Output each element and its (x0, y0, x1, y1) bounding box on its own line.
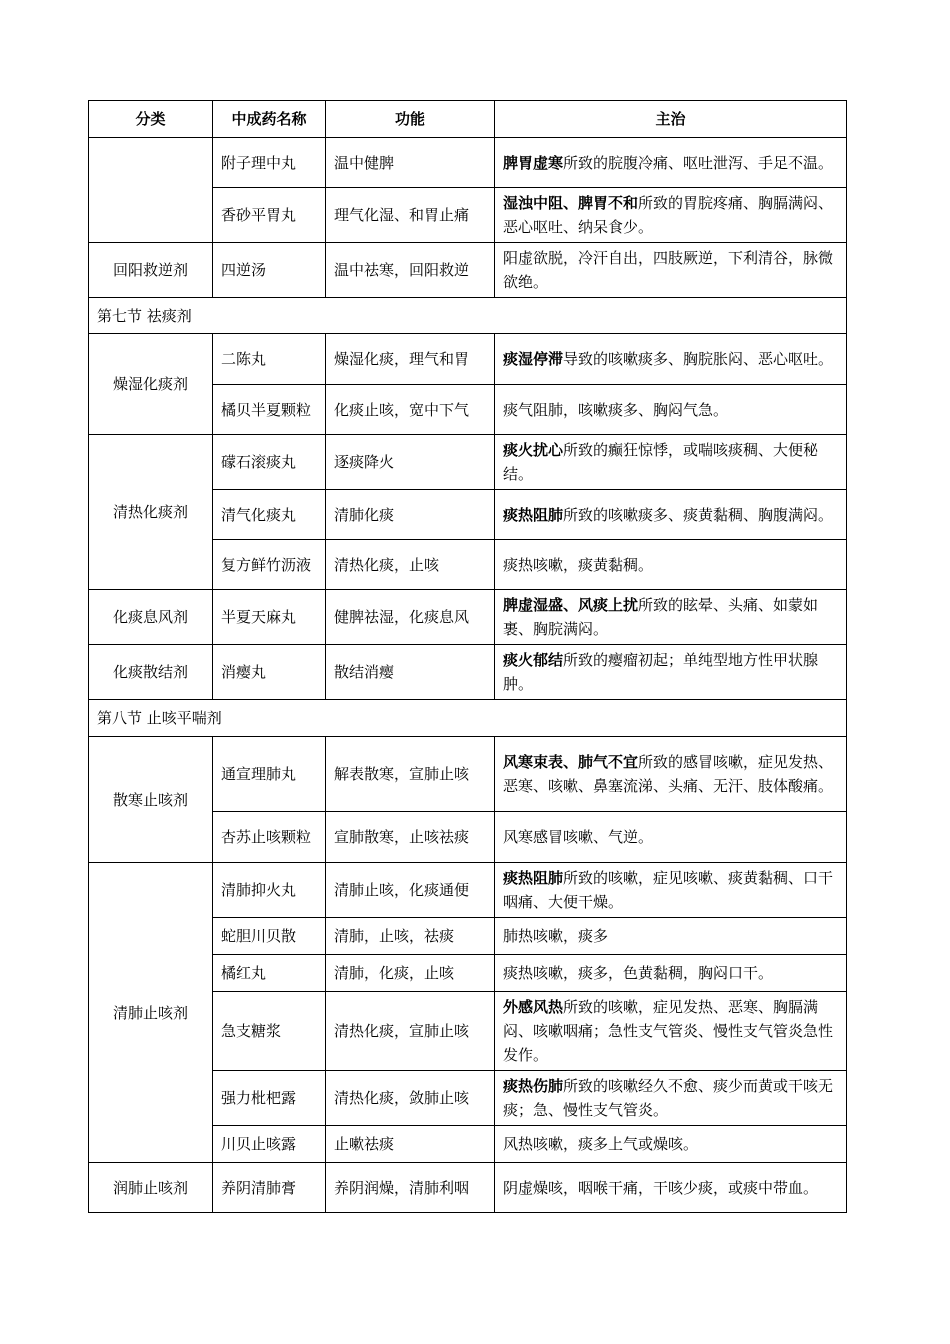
medicine-name-cell: 复方鲜竹沥液 (213, 540, 326, 590)
indication-text: 所致的瘿瘤初起；单纯型地方性甲状腺肿。 (503, 651, 819, 693)
category-cell: 燥湿化痰剂 (89, 334, 213, 435)
function-cell: 清热化痰，止咳 (326, 540, 495, 590)
indication-text: 风热咳嗽，痰多上气或燥咳。 (503, 1135, 699, 1153)
category-cell: 润肺止咳剂 (89, 1163, 213, 1213)
indication-cell (495, 1163, 847, 1213)
category-cell: 清热化痰剂 (89, 435, 213, 590)
header-category: 分类 (89, 101, 213, 138)
medicine-name-cell: 清气化痰丸 (213, 490, 326, 540)
function-cell: 解表散寒，宣肺止咳 (326, 737, 495, 812)
indication-cell (495, 645, 847, 700)
indication-cell (495, 863, 847, 918)
function-cell: 清肺止咳，化痰通便 (326, 863, 495, 918)
function-cell: 健脾祛湿，化痰息风 (326, 590, 495, 645)
indication-text: 所致的眩晕、头痛、如蒙如裹、胸脘满闷。 (503, 596, 819, 638)
medicine-name-cell: 通宣理肺丸 (213, 737, 326, 812)
indication-text: 所致的癫狂惊悸，或喘咳痰稠、大便秘结。 (503, 441, 819, 483)
indication-key-term: 脾虚湿盛、风痰上扰 (503, 596, 639, 614)
indication-text: 痰热咳嗽，痰黄黏稠。 (503, 555, 654, 574)
indication-text: 肺热咳嗽，痰多 (503, 927, 609, 945)
indication-cell (495, 812, 847, 863)
medicine-name-cell: 香砂平胃丸 (213, 188, 326, 243)
indication-key-term: 外感风热 (503, 998, 564, 1016)
function-cell: 燥湿化痰，理气和胃 (326, 334, 495, 385)
indication-text: 所致的咳嗽，症见发热、恶寒、胸膈满闷、咳嗽咽痛；急性支气管炎、慢性支气管炎急性发作。 (503, 998, 834, 1064)
section-row (89, 298, 847, 334)
indication-cell (495, 334, 847, 385)
medicine-name-cell: 川贝止咳露 (213, 1126, 326, 1163)
indication-cell (495, 138, 847, 188)
section-title: 第七节 祛痰剂 (89, 298, 847, 334)
medicine-name-cell: 蛇胆川贝散 (213, 918, 326, 955)
indication-key-term: 痰火郁结 (503, 651, 564, 669)
indication-text: 风寒感冒咳嗽、气逆。 (503, 828, 654, 846)
function-cell: 清热化痰，敛肺止咳 (326, 1071, 495, 1126)
indication-cell (495, 243, 847, 298)
table-row (89, 737, 847, 812)
table-row (89, 334, 847, 385)
table-body (89, 138, 847, 1213)
medicine-name-cell: 养阴清肺膏 (213, 1163, 326, 1213)
medicine-name-cell: 半夏天麻丸 (213, 590, 326, 645)
indication-text: 痰热咳嗽，痰多，色黄黏稠，胸闷口干。 (503, 964, 774, 982)
function-cell: 宣肺散寒，止咳祛痰 (326, 812, 495, 863)
indication-text: 痰气阻肺，咳嗽痰多、胸闷气急。 (503, 400, 729, 419)
indication-key-term: 痰热阻肺 (503, 869, 564, 887)
function-cell: 化痰止咳，宽中下气 (326, 385, 495, 435)
category-cell: 清肺止咳剂 (89, 863, 213, 1163)
indication-key-term: 痰热伤肺 (503, 1077, 564, 1095)
function-cell: 温中祛寒，回阳救逆 (326, 243, 495, 298)
prescription-table (88, 100, 847, 1213)
function-cell: 清肺，止咳，祛痰 (326, 918, 495, 955)
indication-key-term: 风寒束表、肺气不宜 (503, 753, 639, 771)
table-row (89, 243, 847, 298)
medicine-name-cell: 急支糖浆 (213, 992, 326, 1071)
indication-text: 导致的咳嗽痰多、胸脘胀闷、恶心呕吐。 (563, 350, 834, 368)
medicine-name-cell: 二陈丸 (213, 334, 326, 385)
function-cell: 温中健脾 (326, 138, 495, 188)
indication-key-term: 湿浊中阻、脾胃不和 (503, 194, 639, 212)
indication-text: 阴虚燥咳，咽喉干痛，干咳少痰，或痰中带血。 (503, 1178, 819, 1197)
indication-text: 所致的咳嗽经久不愈、痰少而黄或干咳无痰；急、慢性支气管炎。 (503, 1077, 834, 1119)
indication-cell (495, 992, 847, 1071)
medicine-name-cell: 橘红丸 (213, 955, 326, 992)
indication-cell (495, 1071, 847, 1126)
indication-text: 所致的胃脘疼痛、胸膈满闷、恶心呕吐、纳呆食少。 (503, 194, 834, 236)
indication-cell (495, 188, 847, 243)
table-header-row (89, 101, 847, 138)
indication-key-term: 痰热阻肺 (503, 505, 564, 524)
indication-key-term: 脾胃虚寒 (503, 153, 564, 172)
medicine-name-cell: 清肺抑火丸 (213, 863, 326, 918)
medicine-name-cell: 强力枇杷露 (213, 1071, 326, 1126)
category-cell: 化痰息风剂 (89, 590, 213, 645)
indication-cell (495, 385, 847, 435)
function-cell: 逐痰降火 (326, 435, 495, 490)
function-cell: 清肺化痰 (326, 490, 495, 540)
section-row (89, 700, 847, 737)
indication-cell (495, 540, 847, 590)
table-row (89, 590, 847, 645)
indication-cell (495, 435, 847, 490)
indication-cell (495, 918, 847, 955)
indication-key-term: 痰湿停滞 (503, 350, 564, 368)
table-row (89, 435, 847, 490)
medicine-name-cell: 四逆汤 (213, 243, 326, 298)
function-cell: 止嗽祛痰 (326, 1126, 495, 1163)
function-cell: 散结消瘿 (326, 645, 495, 700)
function-cell: 清热化痰，宣肺止咳 (326, 992, 495, 1071)
function-cell: 养阴润燥，清肺利咽 (326, 1163, 495, 1213)
medicine-name-cell: 附子理中丸 (213, 138, 326, 188)
table-row (89, 645, 847, 700)
header-function: 功能 (326, 101, 495, 138)
function-cell: 清肺，化痰，止咳 (326, 955, 495, 992)
indication-text: 所致的咳嗽，症见咳嗽、痰黄黏稠、口干咽痛、大便干燥。 (503, 869, 834, 911)
table-row (89, 138, 847, 188)
indication-key-term: 痰火扰心 (503, 441, 564, 459)
indication-cell (495, 955, 847, 992)
indication-cell (495, 490, 847, 540)
medicine-name-cell: 礞石滚痰丸 (213, 435, 326, 490)
header-medicine-name: 中成药名称 (213, 101, 326, 138)
function-cell: 理气化湿、和胃止痛 (326, 188, 495, 243)
medicine-name-cell: 消瘿丸 (213, 645, 326, 700)
indication-text: 阳虚欲脱，冷汗自出，四肢厥逆，下利清谷，脉微欲绝。 (503, 249, 834, 291)
indication-cell (495, 737, 847, 812)
indication-cell (495, 1126, 847, 1163)
indication-text: 所致的感冒咳嗽，症见发热、恶寒、咳嗽、鼻塞流涕、头痛、无汗、肢体酸痛。 (503, 753, 834, 795)
medicine-name-cell: 杏苏止咳颗粒 (213, 812, 326, 863)
category-cell: 化痰散结剂 (89, 645, 213, 700)
indication-text: 所致的脘腹冷痛、呕吐泄泻、手足不温。 (563, 153, 834, 172)
header-indication: 主治 (495, 101, 847, 138)
category-cell (89, 138, 213, 243)
indication-cell (495, 590, 847, 645)
category-cell: 回阳救逆剂 (89, 243, 213, 298)
category-cell: 散寒止咳剂 (89, 737, 213, 863)
medicine-name-cell: 橘贝半夏颗粒 (213, 385, 326, 435)
table-row (89, 863, 847, 918)
section-title: 第八节 止咳平喘剂 (89, 700, 847, 737)
table-row (89, 1163, 847, 1213)
indication-text: 所致的咳嗽痰多、痰黄黏稠、胸腹满闷。 (563, 505, 834, 524)
